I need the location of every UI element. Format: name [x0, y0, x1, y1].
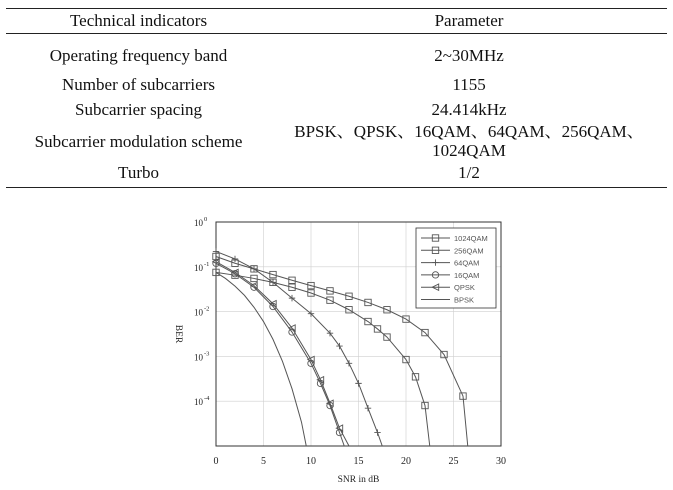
- y-tick-exponent: -1: [204, 260, 210, 268]
- header-technical-indicators: Technical indicators: [6, 9, 271, 34]
- row-value: BPSK、QPSK、16QAM、64QAM、256QAM、1024QAM: [294, 122, 644, 160]
- row-value: 24.414kHz: [431, 100, 507, 119]
- row-label: Subcarrier spacing: [75, 100, 202, 119]
- y-tick-exponent: -4: [204, 395, 210, 403]
- y-tick-exponent: -2: [204, 305, 210, 313]
- data-point-64qam: [355, 380, 361, 386]
- x-tick-label: 15: [353, 456, 364, 467]
- x-tick-label: 25: [448, 456, 459, 467]
- data-point-64qam: [374, 429, 380, 435]
- data-point-64qam: [365, 405, 371, 411]
- row-label: Turbo: [6, 160, 271, 188]
- data-point-64qam: [232, 256, 238, 262]
- y-tick-exponent: 0: [204, 216, 208, 223]
- x-tick-label: 0: [213, 456, 219, 467]
- legend-label: BPSK: [454, 295, 475, 305]
- y-tick-label: 10: [194, 218, 203, 228]
- row-label: Number of subcarriers: [62, 75, 215, 94]
- x-tick-label: 20: [401, 456, 411, 467]
- legend-label: 256QAM: [454, 246, 484, 256]
- y-axis-label: BER: [173, 324, 183, 344]
- legend-label: QPSK: [454, 283, 475, 293]
- row-label: Operating frequency band: [49, 45, 228, 65]
- series-line-64qam: [216, 251, 382, 446]
- x-tick-label: 5: [261, 456, 266, 467]
- y-tick-exponent: -3: [204, 350, 210, 358]
- series-line-256qam: [216, 272, 430, 446]
- header-parameter: Parameter: [271, 9, 667, 34]
- y-tick-label: 10: [194, 262, 203, 273]
- x-axis-label: SNR in dB: [337, 475, 380, 485]
- series-line-qpsk: [216, 262, 349, 446]
- row-value: 1155: [452, 75, 486, 94]
- row-value: 1/2: [271, 160, 667, 188]
- legend-label: 1024QAM: [454, 234, 488, 243]
- row-value: 2~30MHz: [434, 45, 504, 65]
- y-tick-label: 10: [194, 397, 203, 408]
- y-tick-label: 10: [194, 352, 203, 363]
- series-qpsk: [213, 258, 349, 446]
- x-tick-label: 30: [496, 456, 506, 467]
- series-line-16qam: [216, 263, 344, 446]
- row-label: Subcarrier modulation scheme: [34, 131, 243, 151]
- legend-label: 16QAM: [454, 270, 480, 280]
- y-tick-label: 10: [194, 307, 203, 318]
- legend-label: 64QAM: [454, 258, 480, 268]
- x-tick-label: 10: [306, 456, 316, 467]
- data-point-64qam: [346, 360, 352, 366]
